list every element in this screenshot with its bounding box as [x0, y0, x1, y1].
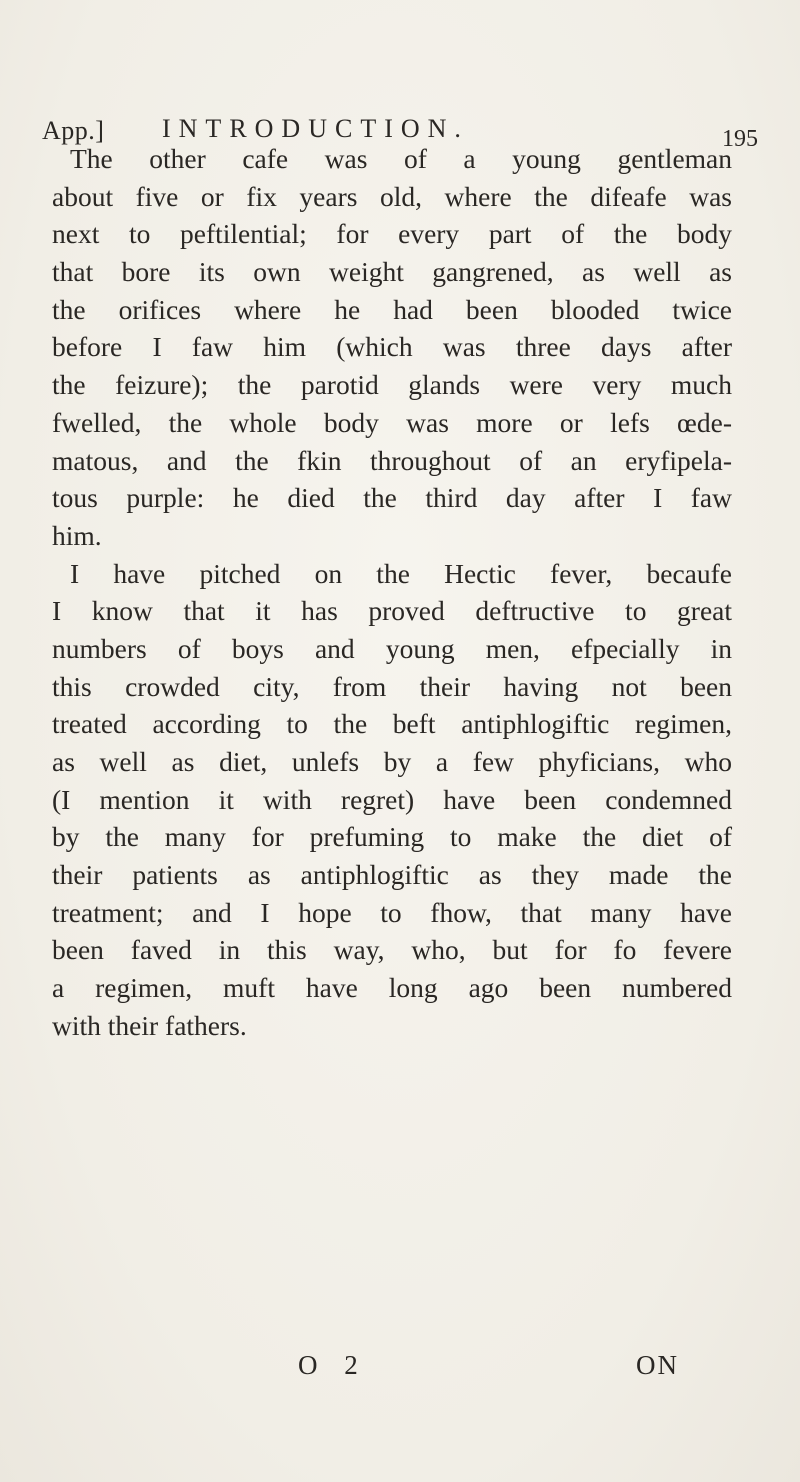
text-line: their patients as antiphlogiftic as they made the — [52, 859, 732, 891]
text-line: by the many for prefuming to make the diet of — [52, 821, 732, 853]
text-line: the feizure); the parotid glands were very much — [52, 369, 732, 401]
text-line: I know that it has proved deftructive to great — [52, 595, 732, 627]
text-line: a regimen, muft have long ago been numbered — [52, 972, 732, 1004]
text-line: that bore its own weight gangrened, as well as — [52, 256, 732, 288]
paragraph-1 — [52, 140, 732, 555]
page-number: 195 — [722, 126, 758, 152]
text-line: him. — [52, 519, 102, 551]
running-head-section: App.] — [42, 116, 105, 145]
text-line: as well as diet, unlefs by a few phyficians, who — [52, 746, 732, 777]
body-text — [52, 140, 732, 1045]
text-line: treated according to the beft antiphlogiftic regimen, — [52, 708, 732, 740]
text-line: (I mention it with regret) have been condemned — [52, 783, 732, 815]
text-line: matous, and the fkin throughout of an eryfipela- — [52, 444, 732, 476]
text-line: fwelled, the whole body was more or lefs œde- — [52, 406, 732, 438]
text-line: tous purple: he died the third day after I faw — [52, 482, 732, 514]
text-line: treatment; and I hope to fhow, that many have — [52, 896, 732, 928]
page-footer — [0, 1350, 800, 1390]
text-line: next to peftilential; for every part of the body — [52, 218, 732, 250]
paragraph-2 — [52, 555, 732, 1045]
text-line: been faved in this way, who, but for fo fevere — [52, 934, 732, 966]
running-head-title: INTRODUCTION. — [162, 114, 469, 143]
text-line: about five or fix years old, where the difeafe was — [52, 180, 732, 212]
signature-mark: O 2 — [298, 1350, 368, 1380]
text-line: The other cafe was of a young gentleman — [70, 143, 732, 174]
text-line: I have pitched on the Hectic fever, becaufe — [70, 557, 732, 589]
text-line: this crowded city, from their having not been — [52, 670, 732, 702]
text-line: numbers of boys and young men, efpecially in — [52, 632, 732, 664]
text-line: the orifices where he had been blooded twice — [52, 293, 732, 325]
text-line: before I faw him (which was three days after — [52, 331, 732, 363]
text-line: with their fathers. — [52, 1009, 247, 1041]
catchword: ON — [636, 1350, 679, 1380]
